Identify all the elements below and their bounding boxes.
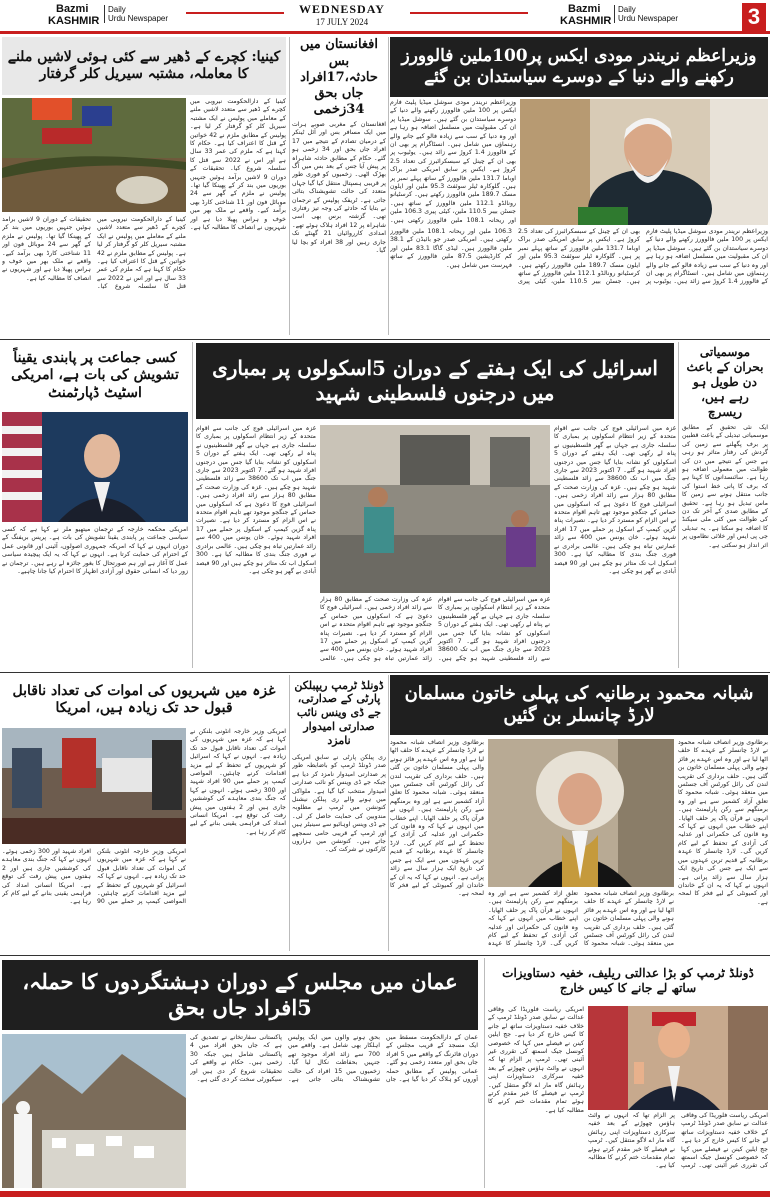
tagline-line2: Urdu Newspaper (108, 14, 169, 23)
israel-photo (320, 425, 550, 593)
column-divider (289, 37, 290, 335)
gaza-us-headline: غزہ میں شہریوں کی اموات کی تعداد ناقابل قبول حد تک زیادہ ہیں، امریکا (2, 675, 286, 725)
kenya-body-bottom: کینیا کے دارالحکومت نیروبی میں کچرے کے ڈھیر سے متعدد لاشیں ملنے کے معاملے میں پولیس نے ایک مشتبہ سیریل کلر کو گرفتار کر لیا ہے۔ پولیس کے مطابق ملزم نے 42 خواتین کے قتل کا اعتراف کیا ہے۔ حکام کا کہنا ہے کہ ملزم کی عمر 33 سال ہے اور اس نے 2022 سے قتل کا سلسلہ شروع کیا۔ تحقیقات کے دوران 9 لاشیں برآمد ہوئیں جنہیں بوریوں میں بند کر کے پھینکا گیا تھا۔ پولیس نے ملزم کے گھر سے 24 موبائل فون اور 11 شناختی کارڈ بھی برآمد کیے۔ واقعے نے ملک بھر میں خوف و ہراس پھیلا دیا ہے اور شہریوں نے انصاف کا مطالبہ کیا ہے۔ (2, 216, 186, 291)
column-divider (388, 675, 389, 951)
modi-portrait-image (520, 99, 768, 225)
israel-headline: اسرائیل کی ایک ہفتے کے دوران 5اسکولوں پر بمباری میں درجنوں فلسطینی شہید (196, 343, 674, 419)
brand-tagline-left (104, 5, 168, 23)
climate-headline: موسمیاتی بحران کے باعث دن طویل ہو رہے ہیں، ریسرچ (682, 342, 768, 422)
date-day: 17 (315, 17, 325, 27)
usstate-headline: کسی جماعت پر پابندی یقیناً تشویش کی بات ہے، امریکی اسٹیٹ ڈپارٹمنٹ (2, 343, 188, 409)
shabana-body-right: برطانوی وزیر انصاف شبانہ محمود نے لارڈ چانسلر کے عہدے کا حلف اٹھا لیا ہے اور وہ اس عہدے پر فائز ہونے والی پہلی مسلمان خاتون بن گئی ہیں۔ حلف برداری کی تقریب لندن کی رائل کورٹس آف جسٹس میں منعقد ہوئی۔ شبانہ محمود کا تعلق آزاد کشمیر سے ہے اور وہ برمنگھم سے رکن پارلیمنٹ ہیں۔ انہوں نے قرآن پاک پر حلف اٹھایا۔ اپنے خطاب میں انہوں نے کہا کہ وہ قانون کی حکمرانی اور عدلیہ کی آزادی کے تحفظ کے لیے کام کریں گی۔ لارڈ چانسلر کا عہدہ برطانیہ کے قدیم ترین عہدوں میں سے ایک ہے جس کی تاریخ ایک ہزار سال سے زائد پرانی ہے۔ انہوں نے کہا کہ یہ ان کے خاندان اور کمیونٹی کے لیے فخر کا لمحہ ہے۔ (678, 739, 768, 906)
header-rule-left (186, 12, 284, 14)
trump-vp-body: ری پبلکن پارٹی نے سابق امریکی صدر ڈونلڈ ٹرمپ کو باضابطہ طور پر صدارتی امیدوار نامزد کر دیا ہے جبکہ جے ڈی وینس کو نائب صدارتی امیدوار منتخب کیا گیا ہے۔ ملواکی میں ہونے والے ری پبلکن نیشنل کنونشن میں ٹرمپ نے مطلوبہ مندوبین کی حمایت حاصل کر لی۔ جے ڈی وینس اوہائیو سے سینیٹر ہیں اور ٹرمپ کے قریبی حامی سمجھے جاتے ہیں۔ کنونشن میں ہزاروں کارکنوں نے شرکت کی۔ (292, 754, 386, 854)
shabana-body-left: برطانوی وزیر انصاف شبانہ محمود نے لارڈ چانسلر کے عہدے کا حلف اٹھا لیا ہے اور وہ اس عہدے پر فائز ہونے والی پہلی مسلمان خاتون بن گئی ہیں۔ حلف برداری کی تقریب لندن کی رائل کورٹس آف جسٹس میں منعقد ہوئی۔ شبانہ محمود کا تعلق آزاد کشمیر سے ہے اور وہ برمنگھم سے رکن پارلیمنٹ ہیں۔ انہوں نے قرآن پاک پر حلف اٹھایا۔ اپنے خطاب میں انہوں نے کہا کہ وہ قانون کی حکمرانی اور عدلیہ کی آزادی کے تحفظ کے لیے کام کریں گی۔ لارڈ چانسلر کا عہدہ برطانیہ کے قدیم ترین عہدوں میں سے ایک ہے جس کی تاریخ ایک ہزار سال سے زائد پرانی ہے۔ انہوں نے کہا کہ یہ ان کے خاندان اور کمیونٹی کے لیے فخر کا لمحہ ہے۔ (390, 739, 484, 898)
gaza-crowd-image (2, 728, 186, 844)
kenya-scene-image (2, 98, 186, 212)
gaza-us-body-right: امریکی وزیر خارجہ انٹونی بلنکن نے کہا ہے کہ غزہ میں شہریوں کی اموات کی تعداد ناقابل قبول حد تک زیادہ ہے۔ انہوں نے کہا کہ اسرائیل کو شہریوں کے تحفظ کے لیے مزید اقدامات کرنے چاہئیں۔ المواصی کیمپ پر حملے میں 90 افراد شہید اور 300 زخمی ہوئے۔ انہوں نے کہا کہ جنگ بندی معاہدے کی کوششیں جاری ہیں اور 2 ہفتوں میں پیش رفت کی توقع ہے۔ امریکا انسانی امداد کی فراہمی یقینی بنانے کے لیے کام کر رہا ہے۔ (190, 728, 286, 836)
section-divider (0, 672, 770, 673)
brand-tagline-right (614, 5, 678, 23)
column-divider (192, 342, 193, 668)
spokesperson-image (2, 412, 188, 522)
trump-docs-headline: ڈونلڈ ٹرمپ کو بڑا عدالتی ریلیف، خفیہ دستاویزات ساتھ لے جانے کا کیس خارج (488, 958, 768, 1004)
brand-name-line1: Bazmi (568, 3, 601, 15)
oman-body: عمان کے دارالحکومت مسقط میں ایک مسجد کے قریب مجلس کے دوران فائرنگ کے واقعے میں 5 افراد جاں بحق اور متعدد زخمی ہو گئے۔ عمانی پولیس کے مطابق حملہ آوروں کو ہلاک کر دیا گیا ہے۔ جاں بحق ہونے والوں میں ایک پولیس اہلکار بھی شامل ہے۔ واقعے میں 700 سے زائد افراد موجود تھے جنہیں بحفاظت نکال لیا گیا۔ زخمیوں میں 15 افراد کی حالت تشویشناک بتائی جاتی ہے۔ پاکستانی سفارتخانے نے تصدیق کی ہے کہ جاں بحق افراد میں 4 پاکستانی شامل ہیں جبکہ 30 زخمی ہیں۔ حکام نے واقعے کی تحقیقات شروع کر دی ہیں اور سیکیورٹی سخت کر دی گئی ہے۔ (190, 1034, 478, 1084)
date-block (290, 2, 394, 27)
header-rule-right (410, 12, 528, 14)
climate-body: ایک نئی تحقیق کے مطابق موسمیاتی تبدیلی کے باعث قطبین پر برف پگھلنے سے زمین کی گردش کی رفتار متاثر ہو رہی ہے جس کے نتیجے میں دن کی طوالت میں معمولی اضافہ ہو رہا ہے۔ سائنسدانوں کا کہنا ہے کہ برف کا پانی خط استوا کی جانب منتقل ہونے سے زمین کا ماس تبدیل ہو رہا ہے۔ تحقیق کے مطابق صدی کے آخر تک دن کی طوالت میں کئی ملی سیکنڈ کا اضافہ ہو سکتا ہے۔ یہ تبدیلی جی پی ایس اور خلائی نظاموں پر اثر انداز ہو سکتی ہے۔ (682, 424, 768, 549)
israel-body-left: غزہ میں اسرائیلی فوج کی جانب سے اقوام متحدہ کے زیر انتظام اسکولوں پر بمباری کا سلسلہ جاری ہے جہاں بے گھر فلسطینیوں نے پناہ لے رکھی تھی۔ ایک ہفتے کے دوران 5 اسکولوں کو نشانہ بنایا گیا جس میں درجنوں افراد شہید ہو گئے۔ 7 اکتوبر 2023 سے جاری جنگ میں اب تک 38600 سے زائد فلسطینی شہید ہو چکے ہیں۔ غزہ کی وزارت صحت کے مطابق 80 ہزار سے زائد افراد زخمی ہیں۔ اسرائیلی فوج کا دعویٰ ہے کہ اسکولوں میں حماس کے جنگجو موجود تھے تاہم اقوام متحدہ نے اس الزام کو مسترد کر دیا ہے۔ نصیرات پناہ گزین کیمپ کے اسکول پر حملے میں 17 افراد شہید ہوئے۔ خان یونس میں 400 سے زائد عمارتیں تباہ ہو چکی ہیں۔ عالمی برادری نے فوری جنگ بندی کا مطالبہ کیا ہے۔ 300 اسکول اب تک متاثر ہو چکے ہیں اور 90 فیصد آبادی بے گھر ہو چکی ہے۔ (196, 425, 316, 575)
modi-headline: وزیراعظم نریندر مودی ایکس پر100ملین فالوورز رکھنے والے دنیا کے دوسرے سیاستدان بن گئے (390, 37, 768, 97)
weekday: WEDNESDAY (299, 2, 385, 16)
oman-photo (2, 1034, 186, 1188)
kenya-body-right: کینیا کے دارالحکومت نیروبی میں کچرے کے ڈھیر سے متعدد لاشیں ملنے کے معاملے میں پولیس نے ایک مشتبہ سیریل کلر کو گرفتار کر لیا ہے۔ پولیس کے مطابق ملزم نے 42 خواتین کے قتل کا اعتراف کیا ہے۔ حکام کا کہنا ہے کہ ملزم کی عمر 33 سال ہے اور اس نے 2022 سے قتل کا سلسلہ شروع کیا۔ تحقیقات کے دوران 9 لاشیں برآمد ہوئیں جنہیں بوریوں میں بند کر کے پھینکا گیا تھا۔ پولیس نے ملزم کے گھر سے 24 موبائل فون اور 11 شناختی کارڈ بھی برآمد کیے۔ واقعے نے ملک بھر میں خوف و ہراس پھیلا دیا ہے اور شہریوں نے انصاف کا مطالبہ کیا ہے۔ (190, 98, 286, 232)
masthead (0, 0, 770, 34)
modi-photo (520, 99, 768, 225)
modi-body-cols: وزیراعظم نریندر مودی سوشل میڈیا پلیٹ فارم ایکس پر 100 ملین فالوورز رکھنے والے دنیا کے دوسرے سیاستدان بن گئے ہیں۔ سوشل میڈیا پر ان کی مقبولیت میں مسلسل اضافہ ہو رہا ہے اور وہ دنیا کے سب سے زیادہ فالو کیے جانے والے رہنماؤں میں شامل ہیں۔ انسٹاگرام پر بھی ان کے فالوورز 1.4 کروڑ سے زائد ہیں۔ یوٹیوب پر بھی ان کے چینل کے سبسکرائبرز کی تعداد 2.5 کروڑ ہے۔ ایکس پر سابق امریکی صدر براک اوباما 131.7 ملین فالوورز کے ساتھ پہلے نمبر پر ہیں۔ گلوکارہ ٹیلر سوئفٹ 95.3 ملین اور ایلون مسک 189.7 ملین فالوورز رکھتے ہیں۔ کرسٹیانو رونالڈو 112.1 ملین فالوورز کے ساتھ ہیں۔ جسٹن بیبر 110.5 ملین، کیٹی پیری 106.3 ملین اور ریحانہ 108.1 ملین فالوورز رکھتی ہیں۔ امریکی صدر جو بائیڈن کے 38.1 ملین فالوورز ہیں۔ لیڈی گاگا 83.1 ملین اور کم کارڈیشین 87.5 ملین فالوورز کے ساتھ فہرست میں شامل ہیں۔ (390, 228, 768, 286)
kenya-photo (2, 98, 186, 212)
shabana-headline: شبانہ محمود برطانیہ کی پہلی خاتون مسلمان لارڈ چانسلر بن گئیں (390, 675, 768, 735)
brand-name-line2: KASHMIR (560, 15, 612, 27)
trump-docs-photo (588, 1006, 768, 1110)
brand-name-line2: KASHMIR (48, 15, 100, 27)
brand-logo-right (560, 3, 611, 27)
brand-name-line1: Bazmi (56, 3, 89, 15)
afghan-body: افغانستان کے مغربی صوبے ہرات میں ایک مسافر بس اور آئل ٹینکر کے درمیان تصادم کے نتیجے میں 17 افراد جاں بحق اور 34 زخمی ہو گئے۔ حکام کے مطابق حادثہ شاہراہ پر پیش آیا جس کے بعد بس میں آگ بھڑک اٹھی۔ زخمیوں کو فوری طور پر قریبی ہسپتال منتقل کیا گیا جہاں متعدد کی حالت تشویشناک بتائی جاتی ہے۔ ٹریفک پولیس کے ترجمان نے بتایا کہ حادثے کی وجہ تیز رفتاری تھی۔ گزشتہ برس بھی اسی شاہراہ پر 12 افراد ہلاک ہوئے تھے۔ امدادی کارروائیاں 21 گھنٹے تک جاری رہیں اور 38 افراد کو بچا لیا گیا۔ (292, 121, 386, 255)
school-ruins-image (320, 425, 550, 593)
page-number: 3 (742, 3, 766, 31)
trump-docs-body-left: امریکی ریاست فلوریڈا کی وفاقی عدالت نے سابق صدر ڈونلڈ ٹرمپ کے خلاف خفیہ دستاویزات ساتھ لے جانے کا کیس خارج کر دیا ہے۔ جج ایلین کینن نے فیصلے میں کہا کہ خصوصی کونسل جیک اسمتھ کی تقرری غیر آئینی تھی۔ ٹرمپ پر الزام تھا کہ انہوں نے وائٹ ہاؤس چھوڑنے کے بعد خفیہ سرکاری دستاویزات اپنی رہائش گاہ مار اے لاگو منتقل کیں۔ ٹرمپ نے فیصلے کا خیر مقدم کرتے ہوئے تمام مقدمات ختم کرنے کا مطالبہ کیا ہے۔ (488, 1006, 584, 1114)
shabana-photo (488, 739, 674, 887)
date-line (290, 17, 394, 27)
lord-chancellor-image (488, 739, 674, 887)
oman-headline: عمان میں مجلس کے دوران دہشتگردوں کا حملہ، 5افراد جاں بحق (2, 960, 478, 1030)
column-divider (289, 675, 290, 951)
section-divider (0, 339, 770, 340)
tagline-line1: Daily (108, 5, 126, 14)
column-divider (388, 37, 389, 335)
israel-body-bottom: غزہ میں اسرائیلی فوج کی جانب سے اقوام متحدہ کے زیر انتظام اسکولوں پر بمباری کا سلسلہ جاری ہے جہاں بے گھر فلسطینیوں نے پناہ لے رکھی تھی۔ ایک ہفتے کے دوران 5 اسکولوں کو نشانہ بنایا گیا جس میں درجنوں افراد شہید ہو گئے۔ 7 اکتوبر 2023 سے جاری جنگ میں اب تک 38600 سے زائد فلسطینی شہید ہو چکے ہیں۔ غزہ کی وزارت صحت کے مطابق 80 ہزار سے زائد افراد زخمی ہیں۔ اسرائیلی فوج کا دعویٰ ہے کہ اسکولوں میں حماس کے جنگجو موجود تھے تاہم اقوام متحدہ نے اس الزام کو مسترد کر دیا ہے۔ نصیرات پناہ گزین کیمپ کے اسکول پر حملے میں 17 افراد شہید ہوئے۔ خان یونس میں 400 سے زائد عمارتیں تباہ ہو چکی ہیں۔ عالمی (320, 596, 550, 662)
israel-body-right: غزہ میں اسرائیلی فوج کی جانب سے اقوام متحدہ کے زیر انتظام اسکولوں پر بمباری کا سلسلہ جاری ہے جہاں بے گھر فلسطینیوں نے پناہ لے رکھی تھی۔ ایک ہفتے کے دوران 5 اسکولوں کو نشانہ بنایا گیا جس میں درجنوں افراد شہید ہو گئے۔ 7 اکتوبر 2023 سے جاری جنگ میں اب تک 38600 سے زائد فلسطینی شہید ہو چکے ہیں۔ غزہ کی وزارت صحت کے مطابق 80 ہزار سے زائد افراد زخمی ہیں۔ اسرائیلی فوج کا دعویٰ ہے کہ اسکولوں میں حماس کے جنگجو موجود تھے تاہم اقوام متحدہ نے اس الزام کو مسترد کر دیا ہے۔ نصیرات پناہ گزین کیمپ کے اسکول پر حملے میں 17 افراد شہید ہوئے۔ خان یونس میں 400 سے زائد عمارتیں تباہ ہو چکی ہیں۔ عالمی برادری نے فوری جنگ بندی کا مطالبہ کیا ہے۔ 300 اسکول اب تک متاثر ہو چکے ہیں اور 90 فیصد آبادی بے گھر ہو چکی ہے۔ (554, 425, 676, 575)
section-divider (0, 955, 770, 956)
date-year: 2024 (350, 17, 369, 27)
trump-docs-body-bottom: امریکی ریاست فلوریڈا کی وفاقی عدالت نے سابق صدر ڈونلڈ ٹرمپ کے خلاف خفیہ دستاویزات ساتھ لے جانے کا کیس خارج کر دیا ہے۔ جج ایلین کینن نے فیصلے میں کہا کہ خصوصی کونسل جیک اسمتھ کی تقرری غیر آئینی تھی۔ ٹرمپ پر الزام تھا کہ انہوں نے وائٹ ہاؤس چھوڑنے کے بعد خفیہ سرکاری دستاویزات اپنی رہائش گاہ مار اے لاگو منتقل کیں۔ ٹرمپ نے فیصلے کا خیر مقدم کرتے ہوئے تمام مقدمات ختم کرنے کا مطالبہ کیا ہے۔ (588, 1112, 768, 1170)
muscat-city-image (2, 1034, 186, 1188)
footer-bar (0, 1191, 770, 1197)
usstate-photo (2, 412, 188, 522)
kenya-headline: کینیا: کچرے کے ڈھیر سے کئی ہوئی لاشیں ملنے کا معاملہ، مشتبہ سیریل کلر گرفتار (2, 37, 286, 95)
shabana-body-bottom: برطانوی وزیر انصاف شبانہ محمود نے لارڈ چانسلر کے عہدے کا حلف اٹھا لیا ہے اور وہ اس عہدے پر فائز ہونے والی پہلی مسلمان خاتون بن گئی ہیں۔ حلف برداری کی تقریب لندن کی رائل کورٹس آف جسٹس میں منعقد ہوئی۔ شبانہ محمود کا تعلق آزاد کشمیر سے ہے اور وہ برمنگھم سے رکن پارلیمنٹ ہیں۔ انہوں نے قرآن پاک پر حلف اٹھایا۔ اپنے خطاب میں انہوں نے کہا کہ وہ قانون کی حکمرانی اور عدلیہ کی آزادی کے تحفظ کے لیے کام کریں گی۔ لارڈ چانسلر کا عہدہ (488, 890, 674, 948)
afghan-headline: افغانستان میں بس حادثہ،17افراد جاں بحق 34زخمی (292, 37, 386, 119)
trump-rally-image (588, 1006, 768, 1110)
usstate-body: امریکی محکمہ خارجہ کے ترجمان میتھیو ملر نے کہا ہے کہ کسی سیاسی جماعت پر پابندی یقیناً تشویش کی بات ہے۔ پریس بریفنگ کے دوران انہوں نے کہا کہ امریکہ جمہوری اصولوں، آئینی اور قانونی عمل کے احترام کی حمایت کرتا ہے۔ انہوں نے کہا کہ یہ ایک پیچیدہ سیاسی عمل کا آغاز ہے اور ہم صورتحال کا بغور جائزہ لے رہے ہیں۔ ترجمان نے زور دیا کہ انسانی حقوق اور آزادی اظہار کا احترام کیا جانا چاہیے۔ (2, 526, 188, 576)
gaza-us-photo (2, 728, 186, 844)
date-month: JULY (327, 17, 348, 27)
column-divider (678, 342, 679, 668)
tagline-line1: Daily (618, 5, 636, 14)
modi-body-col1: وزیراعظم نریندر مودی سوشل میڈیا پلیٹ فارم ایکس پر 100 ملین فالوورز رکھنے والے دنیا کے دوسرے سیاستدان بن گئے ہیں۔ سوشل میڈیا پر ان کی مقبولیت میں مسلسل اضافہ ہو رہا ہے اور وہ دنیا کے سب سے زیادہ فالو کیے جانے والے رہنماؤں میں شامل ہیں۔ انسٹاگرام پر بھی ان کے فالوورز 1.4 کروڑ سے زائد ہیں۔ یوٹیوب پر بھی ان کے چینل کے سبسکرائبرز کی تعداد 2.5 کروڑ ہے۔ ایکس پر سابق امریکی صدر براک اوباما 131.7 ملین فالوورز کے ساتھ پہلے نمبر پر ہیں۔ گلوکارہ ٹیلر سوئفٹ 95.3 ملین اور ایلون مسک 189.7 ملین فالوورز رکھتے ہیں۔ کرسٹیانو رونالڈو 112.1 ملین فالوورز کے ساتھ ہیں۔ جسٹن بیبر 110.5 ملین، کیٹی پیری 106.3 ملین اور ریحانہ 108.1 ملین فالوورز رکھتی ہیں۔ (390, 99, 516, 224)
brand-logo-left (48, 3, 99, 27)
gaza-us-body-bottom: امریکی وزیر خارجہ انٹونی بلنکن نے کہا ہے کہ غزہ میں شہریوں کی اموات کی تعداد ناقابل قبول حد تک زیادہ ہے۔ انہوں نے کہا کہ اسرائیل کو شہریوں کے تحفظ کے لیے مزید اقدامات کرنے چاہئیں۔ المواصی کیمپ پر حملے میں 90 افراد شہید اور 300 زخمی ہوئے۔ انہوں نے کہا کہ جنگ بندی معاہدے کی کوششیں جاری ہیں اور 2 ہفتوں میں پیش رفت کی توقع ہے۔ امریکا انسانی امداد کی فراہمی یقینی بنانے کے لیے کام کر رہا ہے۔ (2, 848, 186, 906)
column-divider (484, 958, 485, 1188)
trump-vp-headline: ڈونلڈ ٹرمپ ریپبلکن پارٹی کے صدارتی، جے ڈی وینس نائب صدارتی امیدوار نامزد (292, 675, 386, 751)
tagline-line2: Urdu Newspaper (618, 14, 679, 23)
